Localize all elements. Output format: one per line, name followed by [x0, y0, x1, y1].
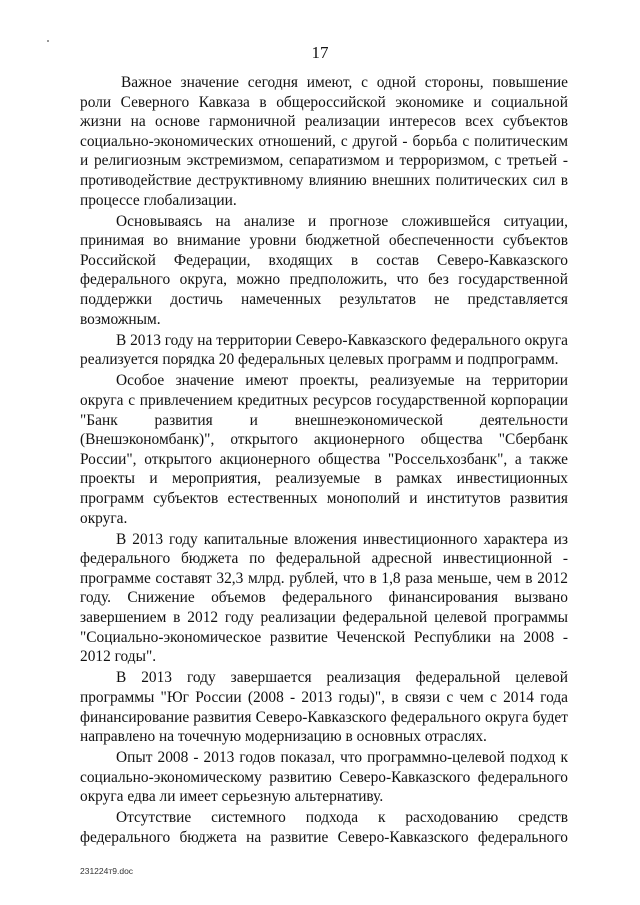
- paragraph-3: В 2013 году на территории Северо-Кавказского федерального округа реализуется порядка 20 федеральных целевых программ и подпрограмм.: [80, 331, 568, 369]
- paragraph-2: Основываясь на анализе и прогнозе сложившейся ситуации, принимая во внимание уровни бюджетной обеспеченности субъектов Российской Федерации, входящих в состав Северо-Кавказского федерального округа, можно предположить, что без государственной поддержки достичь намеченных результатов не представляется возможным.: [80, 212, 568, 328]
- paragraph-7: Опыт 2008 - 2013 годов показал, что программно-целевой подход к социально-экономическому развитию Северо-Кавказского федерального округа едва ли имеет серьезную альтернативу.: [80, 749, 568, 806]
- paragraph-4: Особое значение имеют проекты, реализуемые на территории округа с привлечением кредитных ресурсов государственной корпорации "Банк развития и внешнеэкономической деятельности (Внешэкономбанк)", открытого акционерного общества "Сбербанк России", открытого акционерного общества "Россельхозбанк", а также проекты и мероприятия, реализуемые в рамках инвестиционных программ субъектов естественных монополий и институтов развития округа.: [80, 372, 568, 527]
- scan-speck: [47, 40, 49, 42]
- page-number: 17: [311, 43, 329, 62]
- paragraph-8: Отсутствие системного подхода к расходованию средств федерального бюджета на развитие Северо-Кавказского федерального: [80, 809, 568, 847]
- paragraph-5: В 2013 году капитальные вложения инвестиционного характера из федерального бюджета по федеральной адресной инвестиционной - программе составят 32,3 млрд. рублей, что в 1,8 раза меньше, чем в 2012 году. Снижение объемов федерального финансирования вызвано завершением в 2012 году реализации федеральной целевой программы "Социально-экономическое развитие Чеченской Республики на 2008 - 2012 годы".: [80, 530, 568, 666]
- paragraph-1: Важное значение сегодня имеют, с одной стороны, повышение роли Северного Кавказа в общероссийской экономике и социальной жизни на основе гармоничной реализации интересов всех субъектов социально-экономических отношений, с другой - борьба с политическим и религиозным экстремизмом, сепаратизмом и терроризмом, с третьей - противодействие деструктивному влиянию внешних политических сил в процессе глобализации.: [80, 74, 568, 209]
- body-text: [80, 73, 568, 849]
- paragraph-6: В 2013 году завершается реализация федеральной целевой программы "Юг России (2008 - 2013 годы)", в связи с чем с 2014 года финансирование развития Северо-Кавказского федерального округа будет направлено на точечную модернизацию в основных отраслях.: [80, 669, 568, 746]
- footer-filename: 231224т9.doc: [80, 866, 134, 876]
